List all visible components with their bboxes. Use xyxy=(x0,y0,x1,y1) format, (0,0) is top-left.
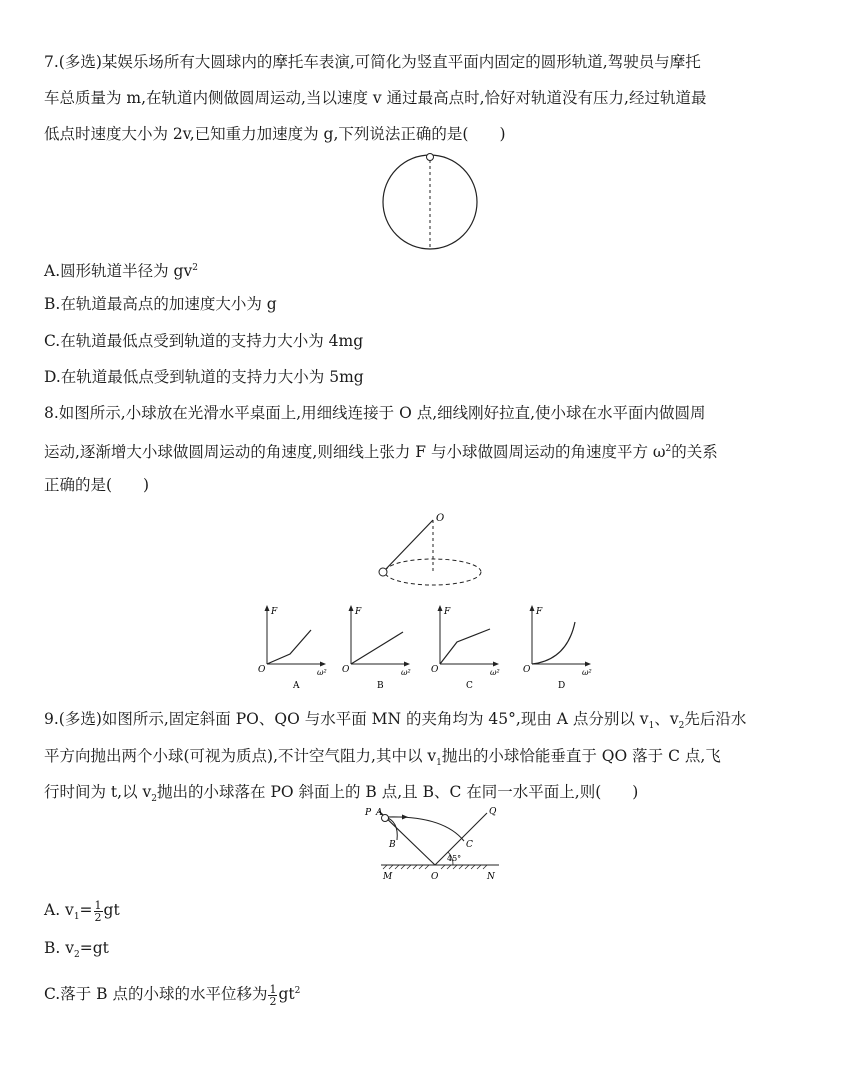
q7-stem-line-2: 车总质量为 m,在轨道内侧做圆周运动,当以速度 v 通过最高点时,恰好对轨道没有压力,经过轨道最 xyxy=(44,89,707,107)
svg-text:A: A xyxy=(376,808,383,818)
graph-a xyxy=(258,605,327,691)
fraction-one-half: $\frac{1}{2}$ xyxy=(269,982,277,1008)
svg-text:Q: Q xyxy=(489,807,497,817)
svg-text:ω²: ω² xyxy=(490,668,500,677)
q7-option-a: A.圆形轨道半径为 $gv^2$ xyxy=(44,262,198,281)
graph-b xyxy=(342,605,411,691)
point-o-label: O xyxy=(436,513,445,524)
svg-text:45°: 45° xyxy=(447,854,462,863)
q8-stem-line-3: 正确的是( ) xyxy=(44,476,150,494)
graph-b-label: B xyxy=(377,681,384,691)
graph-b-curve xyxy=(351,632,403,664)
svg-text:P: P xyxy=(365,808,372,818)
graph-d-label: D xyxy=(558,681,566,691)
q9-incline-figure xyxy=(355,803,515,883)
svg-text:F: F xyxy=(355,607,362,617)
graph-c-label: C xyxy=(466,681,473,691)
svg-text:O: O xyxy=(431,872,439,882)
graph-c-curve xyxy=(440,629,490,664)
q9-option-b: B. $v_2=gt$ xyxy=(44,939,109,961)
q9-option-c: C.落于 B 点的小球的水平位移为 $\frac{1}{2}$ $gt^2$ xyxy=(44,982,301,1008)
svg-text:F: F xyxy=(536,607,543,617)
svg-text:ω²: ω² xyxy=(317,668,327,677)
q7-option-d: D.在轨道最低点受到轨道的支持力大小为 5mg xyxy=(44,368,364,386)
svg-text:M: M xyxy=(383,872,393,882)
q8-conical-figure xyxy=(370,508,495,596)
q9-option-a: A. $v_1=$ $\frac{1}{2}$ gt xyxy=(44,898,120,924)
q7-stem-line-1: 7.(多选)某娱乐场所有大圆球内的摩托车表演,可简化为竖直平面内固定的圆形轨道,驾驶员与摩托 xyxy=(44,53,701,71)
ball-a xyxy=(382,815,389,822)
q7-circle-track-figure xyxy=(375,148,485,254)
svg-text:C: C xyxy=(466,840,473,850)
graph-a-curve xyxy=(267,630,311,664)
svg-text:O: O xyxy=(523,665,531,675)
fraction-one-half: $\frac{1}{2}$ xyxy=(94,898,102,924)
graph-a-label: A xyxy=(293,681,300,691)
q7-stem-line-3: 低点时速度大小为 2v,已知重力加速度为 g,下列说法正确的是( ) xyxy=(44,125,506,143)
svg-text:N: N xyxy=(487,872,495,882)
svg-text:O: O xyxy=(258,665,266,675)
q7-option-c: C.在轨道最低点受到轨道的支持力大小为 4mg xyxy=(44,332,364,350)
graph-d xyxy=(523,605,592,691)
q7-option-b: B.在轨道最高点的加速度大小为 g xyxy=(44,295,277,313)
q8-stem-line-1: 8.如图所示,小球放在光滑水平桌面上,用细线连接于 O 点,细线刚好拉直,使小球在水平面内做圆周 xyxy=(44,404,706,422)
svg-text:B: B xyxy=(389,840,396,850)
string-line xyxy=(385,520,433,570)
svg-text:O: O xyxy=(431,665,439,675)
svg-text:F: F xyxy=(271,607,278,617)
graph-c xyxy=(431,605,500,691)
q8-stem-line-2: 运动,逐渐增大小球做圆周运动的角速度,则细线上张力 F 与小球做圆周运动的角速度平方 $\omega^2$的关系 xyxy=(44,443,718,462)
svg-text:O: O xyxy=(342,665,350,675)
q9-stem-line-2: 平方向抛出两个小球(可视为质点),不计空气阻力,其中以 $v_1$抛出的小球恰能垂直于 QO 落于 C 点,飞 xyxy=(44,747,721,769)
q9-stem-line-3: 行时间为 t,以 $v_2$抛出的小球落在 PO 斜面上的 B 点,且 B、C 在同一水平面上,则( ) xyxy=(44,783,639,805)
svg-text:F: F xyxy=(444,607,451,617)
svg-text:ω²: ω² xyxy=(582,668,592,677)
q8-answer-graphs xyxy=(255,602,615,694)
graph-d-curve xyxy=(532,622,575,664)
q9-stem-line-1: 9.(多选)如图所示,固定斜面 PO、QO 与水平面 MN 的夹角均为 45°,现由 A 点分别以 $v_1$、$v_2$先后沿水 xyxy=(44,710,747,732)
svg-text:ω²: ω² xyxy=(401,668,411,677)
top-point-marker xyxy=(427,154,434,161)
ball xyxy=(379,568,387,576)
